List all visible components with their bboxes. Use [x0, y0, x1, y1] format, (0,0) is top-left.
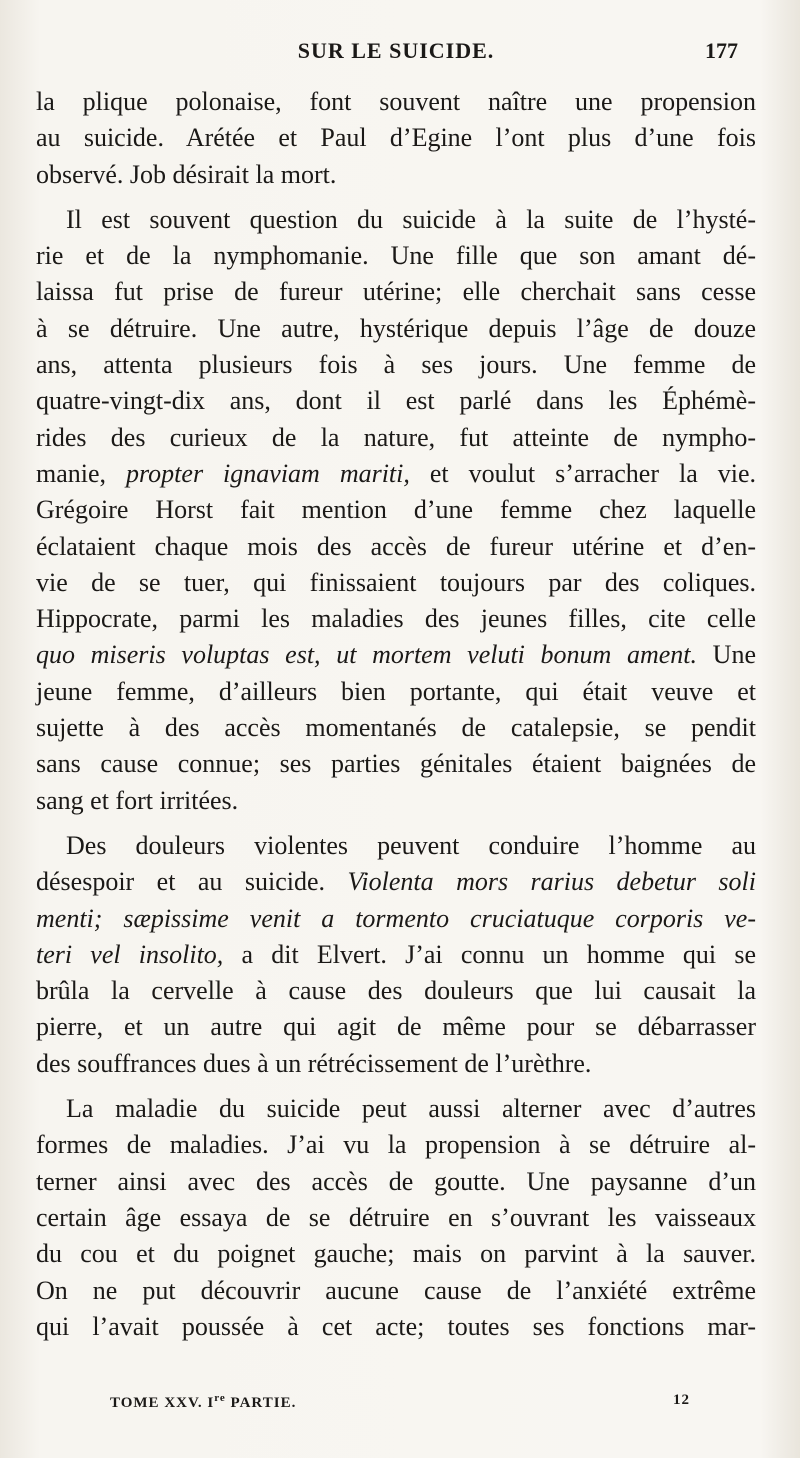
text-line: Grégoire Horst fait mention d’une femme chez laquelle — [36, 495, 756, 525]
text-line: La maladie du suicide peut aussi alterner avec d’autres — [66, 1094, 756, 1124]
body-text — [36, 84, 756, 1345]
page-footer — [110, 1392, 690, 1416]
text-line: pierre, et un autre qui agit de même pour se débarrasser — [36, 1012, 756, 1042]
text-line: rides des curieux de la nature, fut atteinte de nympho- — [36, 422, 756, 452]
running-head — [36, 38, 756, 78]
text-line: laissa fut prise de fureur utérine; elle cherchait sans cesse — [36, 277, 756, 307]
paragraph — [36, 1091, 756, 1345]
text-line: vie de se tuer, qui finissaient toujours par des coliques. — [36, 567, 756, 597]
running-title: SUR LE SUICIDE. — [297, 38, 495, 63]
paragraph — [36, 84, 756, 193]
text-line: au suicide. Arétée et Paul d’Egine l’ont plus d’une fois — [36, 123, 756, 153]
text-line: brûla la cervelle à cause des douleurs que lui causait la — [36, 976, 756, 1006]
text-line: ans, attenta plusieurs fois à ses jours. Une femme de — [36, 350, 756, 380]
paragraph — [36, 828, 756, 1082]
text-line: terner ainsi avec des accès de goutte. Une paysanne d’un — [36, 1166, 756, 1196]
text-line: la plique polonaise, font souvent naître une propension — [36, 87, 756, 116]
text-line: certain âge essaya de se détruire en s’ouvrant les vaisseaux — [36, 1202, 756, 1232]
signature-mark: 12 — [673, 1392, 690, 1408]
text-line: sans cause connue; ses parties génitales étaient baignées de — [36, 749, 756, 779]
volume-superscript: re — [214, 1392, 226, 1404]
text-line: éclataient chaque mois des accès de fureur utérine et d’en- — [36, 531, 756, 561]
text-line: menti; sæpissime venit a tormento cruciatuque corporis ve- — [36, 903, 756, 933]
text-line: Il est souvent question du suicide à la suite de l’hysté- — [66, 204, 756, 234]
text-line: sang et fort irritées. — [36, 785, 239, 815]
text-line: qui l’avait poussée à cet acte; toutes ses fonctions mar- — [36, 1311, 756, 1341]
text-line: manie, propter ignaviam mariti, et voulut s’arracher la vie. — [36, 458, 757, 488]
text-line: à se détruire. Une autre, hystérique depuis l’âge de douze — [36, 313, 756, 343]
text-line: désespoir et au suicide. Violenta mors rarius debetur soli — [36, 867, 756, 897]
paragraph — [36, 202, 756, 819]
text-line: teri vel insolito, a dit Elvert. J’ai connu un homme qui se — [36, 939, 757, 969]
text-line: sujette à des accès momentanés de catalepsie, se pendit — [36, 713, 756, 743]
text-line: du cou et du poignet gauche; mais on parvint à la sauver. — [36, 1239, 756, 1269]
text-line: quo miseris voluptas est, ut mortem veluti bonum ament. Une — [36, 640, 756, 670]
text-line: Des douleurs violentes peuvent conduire l’homme au — [66, 830, 756, 860]
text-line: observé. Job désirait la mort. — [36, 159, 337, 189]
volume-part: PARTIE. — [225, 1395, 297, 1411]
text-line: On ne put découvrir aucune cause de l’anxiété extrême — [36, 1275, 756, 1305]
text-line: Hippocrate, parmi les maladies des jeunes filles, cite celle — [36, 604, 756, 634]
text-line: jeune femme, d’ailleurs bien portante, qui était veuve et — [36, 676, 756, 706]
text-line: quatre-vingt-dix ans, dont il est parlé dans les Éphémè- — [36, 386, 756, 416]
volume-note — [110, 1392, 296, 1412]
text-line: formes de maladies. J’ai vu la propension à se détruire al- — [36, 1130, 756, 1160]
page-number: 177 — [705, 38, 738, 63]
volume-label: TOME XXV. I — [110, 1395, 215, 1411]
text-line: rie et de la nymphomanie. Une fille que son amant dé- — [36, 241, 756, 271]
text-line: des souffrances dues à un rétrécissement de l’urèthre. — [36, 1048, 592, 1078]
